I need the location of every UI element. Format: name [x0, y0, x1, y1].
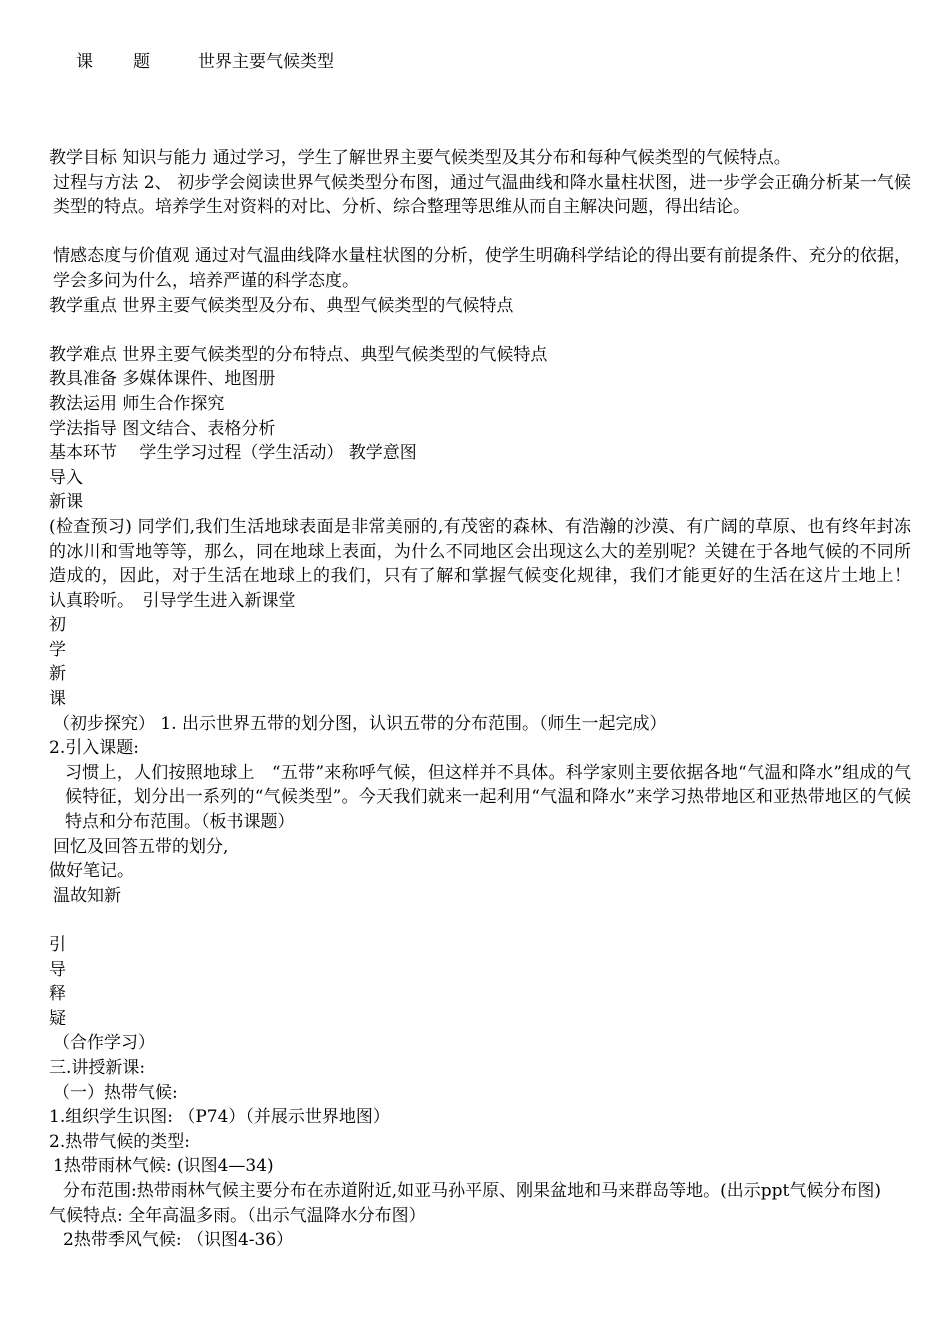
title-label-2: 题	[133, 52, 150, 72]
blank-line	[49, 220, 911, 245]
title-text: 世界主要气候类型	[198, 52, 334, 72]
paragraph-line: 温故知新	[53, 885, 121, 906]
paragraph-line: 导	[49, 959, 66, 980]
paragraph-line: 过程与方法 2、 初步学会阅读世界气候类型分布图，通过气温曲线和降水量柱状图，进一步学会正确分析某一气候类型的特点。培养学生对资料的对比、分析、综合整理等思维从而自主解决问题，得出结论。	[53, 172, 911, 218]
paragraph-line: 疑	[49, 1008, 66, 1029]
lesson-title	[76, 50, 334, 74]
blank-line	[49, 318, 911, 343]
paragraph-line: (检查预习) 同学们,我们生活地球表面是非常美丽的,有茂密的森林、有浩瀚的沙漠、有广阔的草原、也有终年封冻的冰川和雪地等等，那么，同在地球上表面，为什么不同地区会出现这么大的差别呢？关键在于各地气候的不同所造成的，因此，对于生活在地球上的我们，只有了解和掌握气候变化规律，我们才能更好的生活在这片土地上！ 认真聆听。 引导学生进入新课堂	[49, 516, 928, 611]
blank-line	[49, 908, 911, 933]
paragraph-line: 1热带雨林气候: (识图4—34)	[53, 1156, 274, 1177]
paragraph-line: 回忆及回答五带的划分,	[53, 836, 229, 857]
paragraph-line: 释	[49, 984, 66, 1005]
paragraph-line: 教具准备 多媒体课件、地图册	[49, 369, 276, 390]
paragraph-line: 教学难点 世界主要气候类型的分布特点、典型气候类型的气候特点	[49, 344, 548, 365]
paragraph-line: 新	[49, 664, 66, 685]
paragraph-line: 导入	[49, 467, 83, 488]
paragraph-line: 引	[49, 935, 66, 955]
paragraph-line: 1.组织学生识图: （P74）（并展示世界地图）	[49, 1107, 390, 1128]
paragraph-line: 课	[49, 689, 66, 710]
paragraph-line: 2.引入课题:	[49, 738, 139, 759]
title-label-1: 课	[76, 52, 93, 72]
paragraph-line: 分布范围:热带雨林气候主要分布在赤道附近,如亚马孙平原、刚果盆地和马来群岛等地。(出示ppt气候分布图)	[63, 1180, 881, 1201]
paragraph-line: 初	[49, 615, 66, 636]
paragraph-line: 做好笔记。	[49, 861, 134, 882]
paragraph-line: 教学目标 知识与能力 通过学习，学生了解世界主要气候类型及其分布和每种气候类型的气候特点。	[49, 148, 791, 168]
paragraph-line: 三.讲授新课:	[49, 1057, 146, 1078]
paragraph-line: 新课	[49, 492, 83, 513]
paragraph-line: （初步探究） 1. 出示世界五带的划分图，认识五带的分布范围。（师生一起完成）	[53, 713, 667, 734]
paragraph-line: 学	[49, 639, 66, 660]
paragraph-line: 习惯上，人们按照地球上 “五带”来称呼气候，但这样并不具体。科学家则主要依据各地“气温和降水”组成的气候特征，划分出一系列的“气候类型”。今天我们就来一起利用“气温和降水”来学习热带地区和亚热带地区的气候特点和分布范围。（板书课题）	[65, 762, 911, 833]
paragraph-line: 情感态度与价值观 通过对气温曲线降水量柱状图的分析，使学生明确科学结论的得出要有前提条件、充分的依据，学会多问为什么，培养严谨的科学态度。	[53, 246, 911, 291]
paragraph-line: 学法指导 图文结合、表格分析	[49, 418, 276, 439]
lesson-body	[49, 146, 928, 1253]
paragraph-line: （合作学习）	[53, 1033, 155, 1054]
paragraph-line: 2热带季风气候: （识图4-36）	[63, 1230, 294, 1251]
paragraph-line: 教学重点 世界主要气候类型及分布、典型气候类型的气候特点	[49, 295, 514, 316]
paragraph-line: 基本环节 学生学习过程（学生活动） 教学意图	[49, 443, 417, 464]
paragraph-line: 教法运用 师生合作探究	[49, 393, 225, 414]
paragraph-line: （一）热带气候:	[53, 1082, 178, 1103]
paragraph-line: 气候特点: 全年高温多雨。（出示气温降水分布图）	[49, 1205, 426, 1226]
paragraph-line: 2.热带气候的类型:	[49, 1131, 190, 1152]
